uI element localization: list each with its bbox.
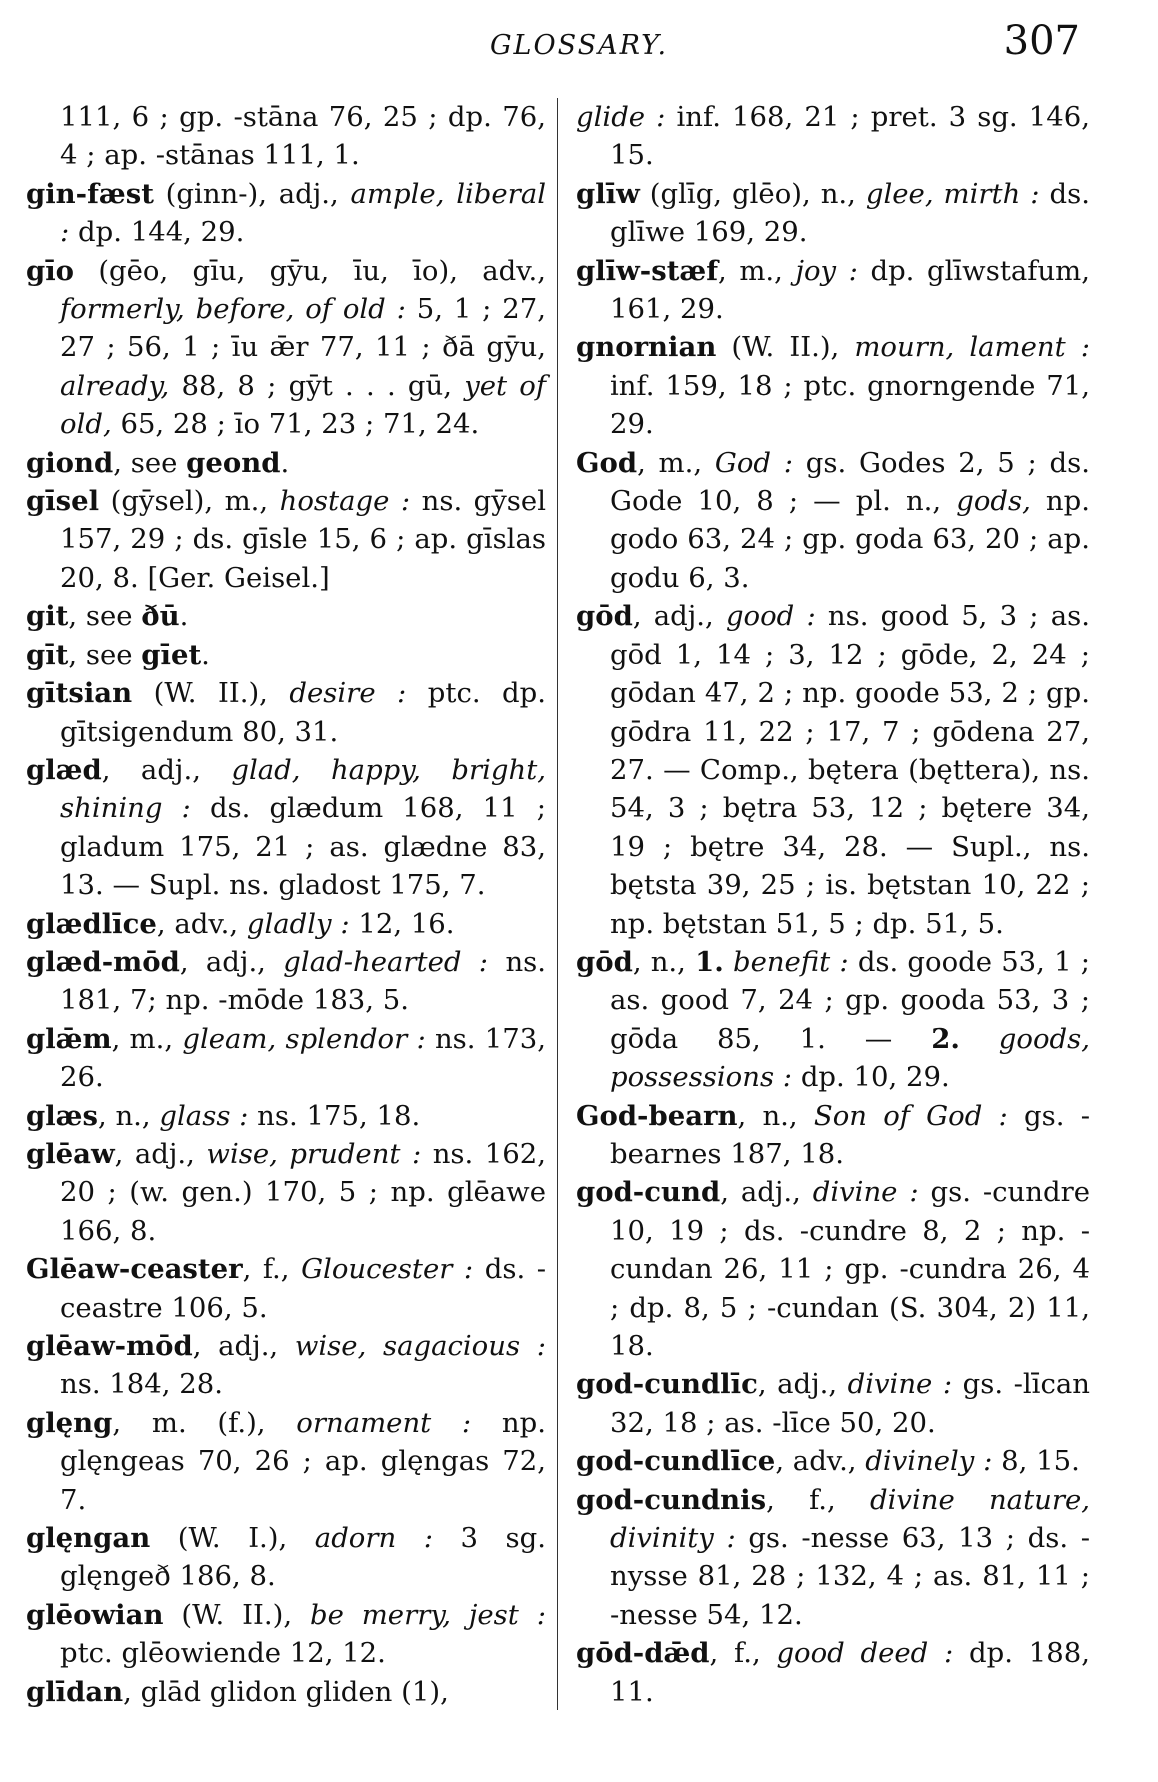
glossary-entry-gnornian bbox=[576, 328, 1090, 443]
glossary-entry-glidan-cont bbox=[576, 98, 1090, 175]
glossary-entry-glaedlice bbox=[26, 905, 546, 943]
headword: glīw-stæf bbox=[576, 254, 719, 287]
glossary-entry-god-n bbox=[576, 943, 1090, 1097]
glossary-entry-god-cund bbox=[576, 1173, 1090, 1365]
glossary-entry-gio bbox=[26, 252, 546, 444]
glossary-entry-gliw bbox=[576, 175, 1090, 252]
definition: joy : bbox=[795, 254, 858, 287]
entry-text: , see bbox=[68, 638, 142, 671]
entry-text: (gȳsel), m., bbox=[99, 485, 280, 518]
entry-text: ns. 184, 28. bbox=[60, 1368, 224, 1401]
headword: git bbox=[26, 600, 69, 633]
entry-text: (glīg, glēo), n., bbox=[639, 177, 866, 210]
entry-text: , f., bbox=[242, 1253, 302, 1286]
entry-text bbox=[960, 1023, 999, 1055]
right-column bbox=[576, 98, 1090, 1711]
entry-text: , m. (f.), bbox=[112, 1406, 297, 1439]
definition: wise, sagacious : bbox=[294, 1330, 546, 1362]
headword: glęng bbox=[26, 1406, 113, 1439]
headword: Glēaw-ceaster bbox=[26, 1253, 243, 1286]
definition: already, bbox=[60, 369, 170, 402]
definition: good : bbox=[725, 600, 816, 633]
entry-text bbox=[724, 946, 733, 978]
glossary-entry-gleaw-mod bbox=[26, 1327, 546, 1404]
definition: glad, happy, bright, shining : bbox=[60, 753, 546, 825]
entry-text: , adj., bbox=[114, 1137, 207, 1170]
headword: gōd-dǣd bbox=[576, 1637, 710, 1670]
glossary-entry-gitsian bbox=[26, 674, 546, 751]
definition: good deed : bbox=[776, 1637, 954, 1670]
definition: mourn, lament : bbox=[854, 331, 1090, 364]
definition: God : bbox=[714, 446, 794, 479]
entry-text: 12, 16. bbox=[349, 907, 455, 940]
definition: glad-hearted : bbox=[283, 945, 489, 978]
headword: god-cundlīce bbox=[576, 1445, 776, 1478]
glossary-entry-gleowian bbox=[26, 1596, 546, 1673]
entry-text: ptc. dp. gītsigendum 80, 31. bbox=[60, 677, 547, 748]
entry-text: inf. 168, 21 ; pret. 3 sg. 146, 15. bbox=[610, 101, 1090, 172]
headword: glīw bbox=[576, 177, 640, 210]
glossary-entry-glaed bbox=[26, 751, 546, 905]
definition: desire : bbox=[289, 677, 407, 710]
entry-text: , n., bbox=[97, 1099, 160, 1132]
headword: God bbox=[576, 446, 638, 479]
entry-text: 5, 1 ; 27, 27 ; 56, 1 ; īu ǣr 77, 11 ; ðā gȳu, bbox=[60, 293, 547, 364]
entry-text: (W. I.), bbox=[150, 1522, 315, 1555]
entry-text: ds. glīwe 169, 29. bbox=[610, 177, 1090, 249]
entry-text: ds. goode 53, 1 ; as. good 7, 24 ; gp. gooda 53, 3 ; gōda 85, 1. — bbox=[610, 945, 1091, 1055]
headword: gōd bbox=[576, 600, 633, 633]
entry-text: np. glęngeas 70, 26 ; ap. glęngas 72, 7. bbox=[60, 1406, 546, 1516]
headword: glēaw bbox=[26, 1137, 115, 1170]
column-divider bbox=[557, 98, 558, 1710]
entry-text: (W. II.), bbox=[163, 1598, 310, 1631]
glossary-entry-glidan bbox=[26, 1673, 546, 1711]
page-title: GLOSSARY. bbox=[489, 30, 669, 61]
definition: ample, liberal : bbox=[60, 177, 547, 249]
definition: be merry, jest : bbox=[309, 1598, 546, 1631]
glossary-entry-gleaw bbox=[26, 1135, 546, 1250]
entry-text: , m., bbox=[718, 254, 796, 287]
entry-text: , see bbox=[68, 600, 142, 633]
headword: glæs bbox=[26, 1099, 98, 1132]
definition: benefit : bbox=[732, 945, 849, 978]
headword: glęngan bbox=[26, 1522, 151, 1555]
headword: ðū bbox=[141, 600, 180, 633]
entry-text: , m., bbox=[637, 446, 715, 479]
glossary-entry-git-long bbox=[26, 636, 546, 674]
headword: glīdan bbox=[26, 1675, 124, 1708]
headword: gīt bbox=[26, 638, 69, 671]
running-head bbox=[0, 18, 1158, 78]
definition: goods, possessions : bbox=[610, 1022, 1090, 1094]
definition: divine : bbox=[812, 1176, 919, 1209]
entry-text: (ginn-), adj., bbox=[153, 177, 351, 210]
entry-text: 8, 15. bbox=[992, 1445, 1080, 1478]
definition: glee, mirth : bbox=[865, 177, 1040, 210]
entry-text: , f., bbox=[709, 1637, 777, 1670]
headword: god-cund bbox=[576, 1176, 721, 1209]
glossary-entry-gleaw-ceaster bbox=[26, 1250, 546, 1327]
glossary-entry-god-cundlic bbox=[576, 1365, 1090, 1442]
entry-text: , adj., bbox=[101, 753, 232, 786]
entry-text: ns. 162, 20 ; (w. gen.) 170, 5 ; np. glēawe 166, 8. bbox=[60, 1137, 546, 1247]
headword: god-cundnis bbox=[576, 1483, 767, 1516]
glossary-entry-god-cundlice bbox=[576, 1442, 1090, 1480]
entry-text: ds. glædum 168, 11 ; gladum 175, 21 ; as. glædne 83, 13. — Supl. ns. gladost 175, 7. bbox=[60, 792, 546, 902]
definition: adorn : bbox=[314, 1522, 433, 1555]
headword: glædlīce bbox=[26, 907, 157, 940]
entry-text: , adj., bbox=[720, 1176, 813, 1209]
entry-text: ns. 173, 26. bbox=[60, 1022, 546, 1094]
definition: yet of old, bbox=[60, 369, 547, 441]
entry-text: ns. 175, 18. bbox=[248, 1099, 421, 1132]
headword: glēowian bbox=[26, 1598, 164, 1631]
definition: divine nature, divinity : bbox=[610, 1483, 1090, 1555]
glossary-entry-giond bbox=[26, 444, 546, 482]
headword: glæd bbox=[26, 753, 102, 786]
entry-text: 111, 6 ; gp. -stāna 76, 25 ; dp. 76, 4 ; ap. -stānas 111, 1. bbox=[60, 101, 546, 172]
entry-text: , adj., bbox=[632, 600, 726, 633]
definition: wise, prudent : bbox=[206, 1137, 422, 1170]
headword: 2. bbox=[931, 1022, 960, 1055]
glossary-entry-gleng bbox=[26, 1404, 546, 1519]
entry-text: gs. -līcan 32, 18 ; as. -līce 50, 20. bbox=[610, 1368, 1090, 1439]
entry-text: , adv., bbox=[156, 907, 247, 940]
entry-text: , glād glidon gliden (1), bbox=[123, 1675, 449, 1708]
definition: ornament : bbox=[296, 1406, 472, 1439]
glossary-entry-gisel bbox=[26, 482, 546, 597]
headword: gīsel bbox=[26, 485, 100, 518]
entry-text: dp. 10, 29. bbox=[792, 1061, 950, 1094]
glossary-entry-continuation bbox=[26, 98, 546, 175]
entry-text: , see bbox=[113, 446, 187, 479]
glossary-entry-god-cundnis bbox=[576, 1481, 1090, 1635]
entry-text: 88, 8 ; gȳt . . . gū, bbox=[169, 369, 465, 402]
entry-text: 65, 28 ; īo 71, 23 ; 71, 24. bbox=[111, 408, 480, 441]
headword: god-cundlīc bbox=[576, 1368, 758, 1401]
headword: gīo bbox=[26, 254, 75, 287]
definition: gleam, splendor : bbox=[182, 1022, 426, 1055]
entry-text: , adj., bbox=[179, 945, 284, 978]
definition: Gloucester : bbox=[301, 1253, 474, 1286]
entry-text: 3 sg. glęngeð 186, 8. bbox=[60, 1522, 546, 1593]
headword: gnornian bbox=[576, 331, 717, 364]
headword: giond bbox=[26, 446, 114, 479]
headword: geond bbox=[186, 446, 281, 479]
definition: gods, bbox=[956, 485, 1031, 518]
entry-text: , n., bbox=[737, 1099, 814, 1132]
headword: glǣm bbox=[26, 1022, 112, 1055]
glossary-entry-god-daed bbox=[576, 1634, 1090, 1711]
page-number: 307 bbox=[1003, 18, 1080, 64]
entry-text: np. godo 63, 24 ; gp. goda 63, 20 ; ap. godu 6, 3. bbox=[610, 485, 1090, 594]
entry-text: gs. -cundre 10, 19 ; ds. -cundre 8, 2 ; np. -cundan 26, 11 ; gp. -cundra 26, 4 ; dp. 8, 5 ; -cundan (S. 304, 2) 11, 18. bbox=[610, 1176, 1090, 1362]
entry-text: , m., bbox=[111, 1022, 183, 1055]
glossary-entry-glaem bbox=[26, 1020, 546, 1097]
entry-text: ns. gȳsel 157, 29 ; ds. gīsle 15, 6 ; ap. gīslas 20, 8. [Ger. Geisel.] bbox=[60, 485, 546, 594]
entry-text: dp. glīwstafum, 161, 29. bbox=[610, 254, 1090, 326]
definition: divinely : bbox=[865, 1445, 993, 1478]
headword: gītsian bbox=[26, 677, 133, 710]
headword: gīet bbox=[141, 638, 202, 671]
left-column bbox=[26, 98, 546, 1711]
headword: glēaw-mōd bbox=[26, 1330, 193, 1362]
definition: hostage : bbox=[279, 485, 411, 518]
entry-text: gs. -bearnes 187, 18. bbox=[610, 1099, 1090, 1170]
entry-text: ptc. glēowiende 12, 12. bbox=[60, 1637, 386, 1670]
glossary-entry-gliw-staef bbox=[576, 252, 1090, 329]
glossary-entry-glaes bbox=[26, 1097, 546, 1135]
entry-text: , f., bbox=[766, 1483, 871, 1516]
entry-text: (W. II.), bbox=[716, 331, 855, 364]
glossary-entry-git bbox=[26, 597, 546, 635]
entry-text: . bbox=[280, 446, 290, 479]
headword: gōd bbox=[576, 945, 633, 978]
glossary-entry-god-adj bbox=[576, 597, 1090, 943]
definition: Son of God : bbox=[813, 1099, 1008, 1132]
entry-text: dp. 188, 11. bbox=[610, 1637, 1090, 1708]
entry-text: dp. 144, 29. bbox=[69, 216, 245, 249]
glossary-entry-god-bearn bbox=[576, 1097, 1090, 1174]
entry-text: , n., bbox=[632, 945, 696, 978]
entry-text: ns. good 5, 3 ; as. gōd 1, 14 ; 3, 12 ; gōde, 2, 24 ; gōdan 47, 2 ; np. goode 53, 2 ; gp. gōdra 11, 22 ; 17, 7 ; gōdena 27, 27. — Comp., bętera (bęttera), ns. 54, 3 ; bętra 53, 12 ; bętere 34, 19 ; bętre 34, 28. — Supl., ns. bętsta 39, 25 ; is. bętstan 10, 22 ; np. bętstan 51, 5 ; dp. 51, 5. bbox=[610, 600, 1091, 940]
glossary-entry-glaed-mod bbox=[26, 943, 546, 1020]
entry-text: (gēo, gīu, gȳu, īu, īo), adv., bbox=[74, 254, 546, 287]
definition: glass : bbox=[159, 1099, 249, 1132]
entry-text: , adj., bbox=[192, 1330, 295, 1362]
entry-text: ns. 181, 7; np. -mōde 183, 5. bbox=[60, 945, 547, 1017]
entry-text: , adj., bbox=[757, 1368, 848, 1401]
entry-text: (W. II.), bbox=[132, 677, 290, 710]
definition: formerly, before, of old : bbox=[60, 293, 406, 326]
headword: glæd-mōd bbox=[26, 945, 180, 978]
entry-text: ds. -ceastre 106, 5. bbox=[60, 1253, 547, 1324]
glossary-entry-glengan bbox=[26, 1519, 546, 1596]
entry-text: inf. 159, 18 ; ptc. gnorngende 71, 29. bbox=[610, 369, 1090, 441]
entry-text: gs. Godes 2, 5 ; ds. Gode 10, 8 ; — pl. n., bbox=[610, 446, 1090, 518]
entry-text: , adv., bbox=[775, 1445, 866, 1478]
headword: God-bearn bbox=[576, 1099, 738, 1132]
entry-text: . bbox=[201, 638, 210, 671]
glossary-entry-god-m bbox=[576, 444, 1090, 598]
headword: gin-fæst bbox=[26, 177, 154, 210]
definition: divine : bbox=[847, 1368, 953, 1401]
glossary-entry-gin-faest bbox=[26, 175, 546, 252]
definition: gladly : bbox=[246, 907, 350, 940]
definition: glide : bbox=[576, 101, 666, 133]
entry-text: . bbox=[179, 600, 189, 633]
headword: 1. bbox=[695, 945, 724, 978]
entry-text: gs. -nesse 63, 13 ; ds. -nysse 81, 28 ; 132, 4 ; as. 81, 11 ; -nesse 54, 12. bbox=[610, 1522, 1090, 1631]
